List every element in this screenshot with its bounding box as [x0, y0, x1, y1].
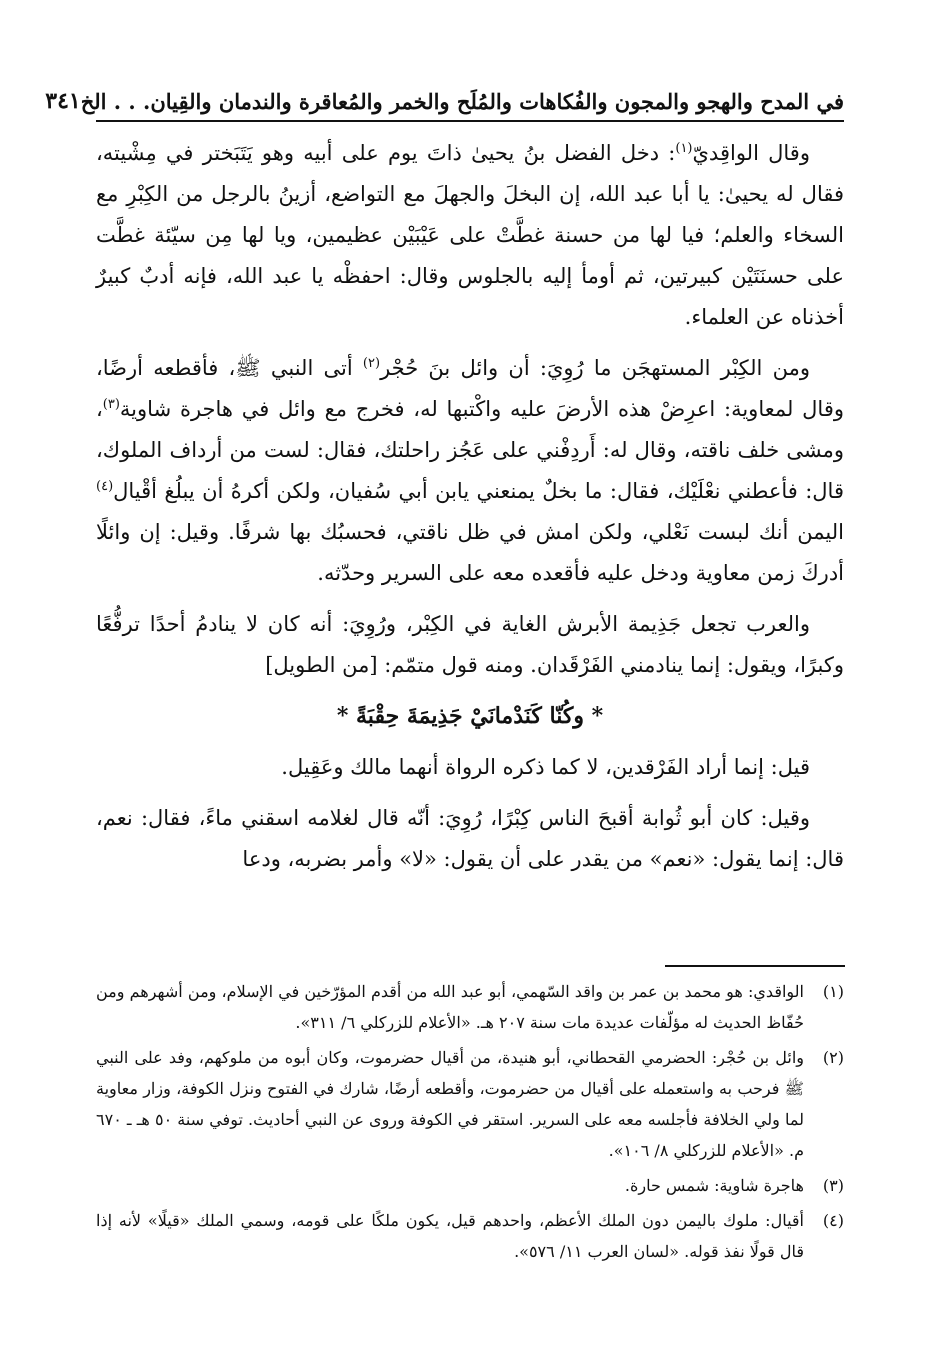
footnote-text: وائل بن حُجْر: الحضرمي القحطاني، أبو هنيدة، من أقيال حضرموت، وكان أبوه من ملوكهم، وفد على النبي ﷺ فرحب به واستعمله على أقيال من حضرموت، وأقطعه أرضًا، شارك في الفتوح ونزل الكوفة، وزار معاوية لما ولي الخلافة فأجلسه معه على السرير. استقر في الكوفة وروى عن النبي أحاديث. توفي سنة ٥٠ هـ ـ ٦٧٠ م. «الأعلام للزركلي ٨/ ١٠٦». — [96, 1048, 804, 1160]
footnote-number: (١) — [822, 982, 844, 1001]
main-text — [96, 133, 844, 890]
footnote — [96, 976, 844, 1038]
paragraph: والعرب تجعل جَذِيمة الأبرش الغاية في الكِبْر، ورُوِيَ: أنه كان لا ينادمُ أحدًا ترفُّعًا وكبرًا، ويقول: إنما ينادمني الفَرْقَدان. ومنه قول متمّم: [من الطويل] — [96, 612, 844, 677]
footnote-number: (٣) — [822, 1176, 844, 1195]
paragraph: قيل: إنما أراد الفَرْقدين، لا كما ذكره الرواة أنهما مالك وعَقِيل. — [281, 755, 810, 779]
footnote-ref: (١) — [675, 141, 693, 156]
footnote-ref: (٢) — [362, 356, 381, 371]
footnotes — [96, 976, 844, 1271]
footnote-text: أقيال: ملوك باليمن دون الملك الأعظم، واحدهم قيل، يكون ملكًا على قومه، وسمي الملك «قيلًا» لأنه إذا قال قولًا نفذ قوله. «لسان العرب ١١/ ٥٧٦». — [96, 1211, 804, 1261]
footnote-divider — [665, 965, 845, 967]
footnote-ref: (٤) — [96, 479, 114, 494]
header-divider — [96, 120, 844, 122]
page-number: ٣٤١ — [45, 88, 81, 114]
footnote-number: (٢) — [822, 1048, 844, 1067]
footnote-text: الواقدي: هو محمد بن عمر بن واقد السّهمي، أبو عبد الله من أقدم المؤرّخين في الإسلام، ومن أشهرهم ومن حُفّاظ الحديث له مؤلّفات عديدة مات سنة ٢٠٧ هـ. «الأعلام للزركلي ٦/ ٣١١». — [96, 982, 805, 1032]
footnote-ref: (٣) — [102, 397, 120, 412]
footnote-text: هاجرة شاوية: شمس حارة. — [624, 1176, 804, 1195]
paragraph: وقيل: كان أبو ثُوابة أقبحَ الناس كِبْرًا، رُوِيَ: أنّه قال لغلامه اسقني ماءً، فقال: نعم، قال: إنما يقول: «نعم» من يقدر على أن يقول: «لا» وأمر بضربه، ودعا — [96, 806, 844, 871]
paragraph: ومن الكِبْر المستهجَن ما رُوِيَ: أن وائل بنَ حُجْر$^{(٢)}$ أتى النبي ﷺ، فأقطعه أرضًا، وقال لمعاوية: اعرِضْ هذه الأرضَ عليه واكْتبها له، فخرج مع وائل في هاجرة شاوية$^{(٣)}$، ومشى خلف ناقته، وقال له: أَردِفْني على عَجُز راحلتك، فقال: لست من أرداف الملوك، قال: فأعطني نعْلَيْك، فقال: ما بخلٌ يمنعني يابن أبي سُفيان، ولكن أكرهُ أن يبلُغ أقْيال$^{(٤)}$ اليمن أنك لبست نَعْلي، ولكن امش في ظل ناقتي، فحسبُك بها شرفًا. وقيل: إن وائلًا أدركَ زمن معاوية ودخل عليه فأقعده معه على السرير وحدّثه. — [96, 356, 844, 585]
page-header — [45, 78, 844, 114]
footnote — [96, 1042, 844, 1166]
running-title: في المدح والهجو والمجون والفُكاهات والمُلَح والخمر والمُعاقرة والندمان والقِيان. . . الخ — [80, 89, 844, 114]
footnote-number: (٤) — [822, 1211, 844, 1230]
poetry-verse: * وكُنّا كَنَدْمانَيْ جَذِيمَةَ حِقْبَةً * — [336, 703, 604, 729]
footnote — [96, 1205, 844, 1267]
paragraph: وقال الواقِديّ$^{(١)}$: دخل الفضل بنُ يحيىٰ ذاتَ يوم على أبيه وهو يَتَبَختر في مِشْيته، فقال له يحيىٰ: يا أبا عبد الله، إن البخلَ والجهلَ مع التواضع، أزينُ بالرجل من الكِبْرِ مع السخاء والعلم؛ فيا لها من حسنة غطَّتْ على عَيْبَيْن عظيمين، ويا لها مِن سيّئة غطَّت على حسنَتَيْن كبيرتين، ثم أومأ إليه بالجلوس وقال: احفظْه يا عبد الله، فإنه أدبٌ كبيرٌ أخذناه عن العلماء. — [96, 141, 844, 329]
footnote — [96, 1170, 844, 1201]
